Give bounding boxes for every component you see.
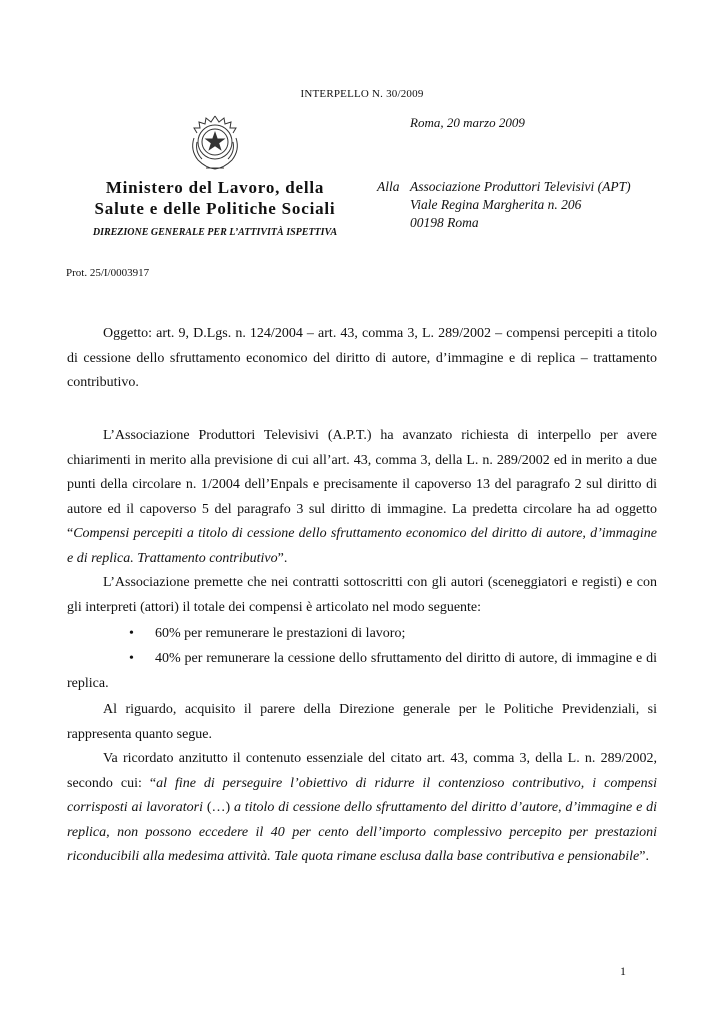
paragraph-4-end: ”. bbox=[639, 849, 649, 864]
paragraph-4-quote-1: al fine di perseguire l’obiettivo di ridurre il contenzioso contributivo, i compensi corrisposti ai lavoratori bbox=[67, 775, 657, 815]
paragraph-1-quote: Compensi percepiti a titolo di cessione dello sfruttamento economico del diritto di autore, d’immagine e di replica. Trattamento contributivo bbox=[67, 526, 657, 566]
paragraph-2: L’Associazione premette che nei contratti sottoscritti con gli autori (sceneggiatori e registi) e con gli interpreti (attori) il totale dei compensi è articolato nel modo seguente: bbox=[67, 575, 657, 615]
ministry-name bbox=[60, 177, 370, 219]
recipient-line-1: Associazione Produttori Televisivi (APT) bbox=[410, 179, 631, 194]
recipient-line-3: 00198 Roma bbox=[410, 215, 479, 230]
list-item bbox=[67, 622, 657, 646]
ministry-line-2: Salute e delle Politiche Sociali bbox=[94, 199, 336, 218]
protocol-number: Prot. 25/I/0003917 bbox=[66, 267, 150, 279]
recipient-alla: Alla bbox=[377, 179, 400, 194]
list-item-text: 40% per remunerare la cessione dello sfruttamento del diritto di autore, di immagine e di replica. bbox=[67, 651, 657, 691]
paragraph-4-text: Va ricordato anzitutto il contenuto essenziale del citato art. 43, comma 3, della L. n. 289/2002, secondo cui: “ bbox=[67, 751, 657, 791]
interpello-number: INTERPELLO N. 30/2009 bbox=[300, 88, 424, 100]
subject-paragraph: Oggetto: art. 9, D.Lgs. n. 124/2004 – art. 43, comma 3, L. 289/2002 – compensi percepiti a titolo di cessione dello sfruttamento economico del diritto di autore, d’immagine e di replica – trattamento contributivo. bbox=[67, 326, 657, 390]
paragraph-1 bbox=[67, 424, 657, 571]
italian-republic-emblem-icon bbox=[186, 112, 244, 174]
list-item-text: 60% per remunerare le prestazioni di lavoro; bbox=[155, 626, 406, 641]
bullet-icon: • bbox=[129, 651, 134, 666]
paragraph-1-end: ”. bbox=[277, 550, 288, 566]
letter-date: Roma, 20 marzo 2009 bbox=[410, 115, 525, 130]
paragraph-4 bbox=[67, 747, 657, 870]
paragraph-3: Al riguardo, acquisito il parere della Direzione generale per le Politiche Previdenziali, si rappresenta quanto segue. bbox=[67, 702, 657, 742]
ministry-line-1: Ministero del Lavoro, della bbox=[105, 178, 325, 197]
recipient-line-2: Viale Regina Margherita n. 206 bbox=[410, 197, 582, 212]
paragraph-4-quote-2: a titolo di cessione dello sfruttamento del diritto d’autore, d’immagine e di replica, non possono eccedere il 40 per cento dell’importo complessivo percepito per prestazioni riconducibili alla medesima attività. Tale quota rimane esclusa dalla base contributiva e pensionabile bbox=[67, 800, 657, 864]
bullet-icon: • bbox=[129, 626, 134, 641]
paragraph-4-ellipsis: (…) bbox=[203, 800, 234, 815]
paragraph-1-text: L’Associazione Produttori Televisivi (A.P.T.) ha avanzato richiesta di interpello per avere chiarimenti in merito alla previsione di cui all’art. 43, comma 3, della L. n. 289/2002 ed in merito a due punti della circolare n. 1/2004 dell’Enpals e precisamente il capoverso 13 del paragrafo 2 sul diritto di autore ed il capoverso 5 del paragrafo 3 sul diritto di immagine. La predetta circolare ha ad oggetto “ bbox=[67, 428, 657, 541]
page-number: 1 bbox=[620, 964, 626, 978]
direzione-generale: DIREZIONE GENERALE PER L’ATTIVITÀ ISPETTIVA bbox=[92, 227, 338, 238]
recipient-address bbox=[410, 178, 631, 232]
list-item bbox=[67, 647, 657, 696]
